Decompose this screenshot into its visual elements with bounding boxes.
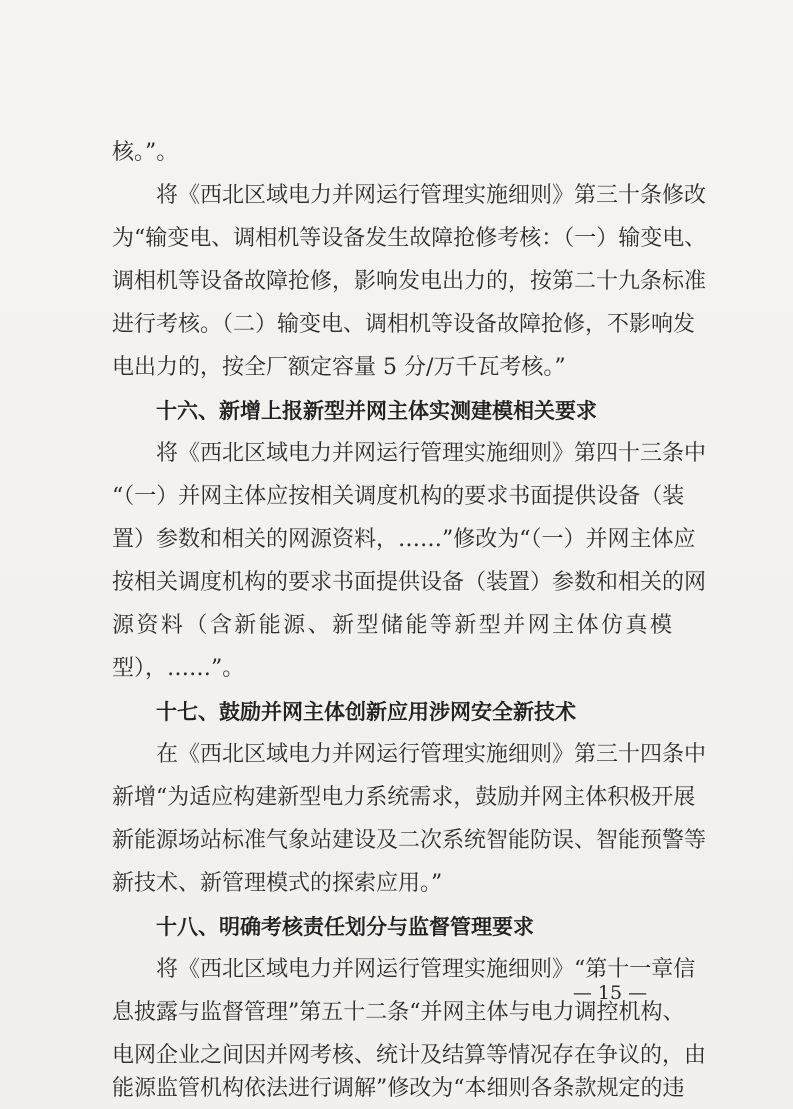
- text-line: 调相机等设备故障抢修，影响发电出力的，按第二十九条标准: [112, 269, 707, 294]
- text-line: 电网企业之间因并网考核、统计及结算等情况存在争议的，由: [112, 1043, 707, 1068]
- text-line: “（一）并网主体应按相关调度机构的要求书面提供设备（装: [112, 484, 685, 509]
- text-line: 型），……”。: [112, 656, 245, 681]
- text-line: 将《西北区域电力并网运行管理实施细则》第四十三条中: [156, 441, 707, 466]
- section-heading: 十七、鼓励并网主体创新应用涉网安全新技术: [156, 700, 576, 724]
- text-line: 进行考核。（二）输变电、调相机等设备故障抢修，不影响发: [112, 312, 696, 337]
- section-heading: 十六、新增上报新型并网主体实测建模相关要求: [156, 399, 597, 423]
- page-number: — 15 —: [572, 982, 648, 1004]
- text-line: 置）参数和相关的网源资料，……”修改为“（一）并网主体应: [112, 527, 696, 552]
- text-line: 按相关调度机构的要求书面提供设备（装置）参数和相关的网: [112, 570, 707, 595]
- text-line: 将《西北区域电力并网运行管理实施细则》“第十一章信: [156, 957, 696, 982]
- text-line: 为“输变电、调相机等设备发生故障抢修考核：（一）输变电、: [112, 226, 707, 251]
- text-line: 息披露与监督管理”第五十二条“并网主体与电力调控机构、: [112, 1000, 685, 1025]
- text-line: 源资料（含新能源、新型储能等新型并网主体仿真模: [112, 613, 672, 638]
- text-line: 电出力的，按全厂额定容量 5 分/万千瓦考核。”: [112, 355, 566, 380]
- text-line: 新增“为适应构建新型电力系统需求，鼓励并网主体积极开展: [112, 785, 696, 810]
- text-line: 新技术、新管理模式的探索应用。”: [112, 871, 443, 896]
- section-heading: 十八、明确考核责任划分与监督管理要求: [156, 915, 534, 939]
- text-line: 新能源场站标准气象站建设及二次系统智能防误、智能预警等: [112, 828, 707, 853]
- text-line: 在《西北区域电力并网运行管理实施细则》第三十四条中: [156, 742, 707, 767]
- text-line: 能源监管机构依法进行调解”修改为“本细则各条款规定的违: [112, 1076, 685, 1101]
- text-line: 核。”。: [112, 140, 179, 165]
- text-line: 将《西北区域电力并网运行管理实施细则》第三十条修改: [156, 183, 707, 208]
